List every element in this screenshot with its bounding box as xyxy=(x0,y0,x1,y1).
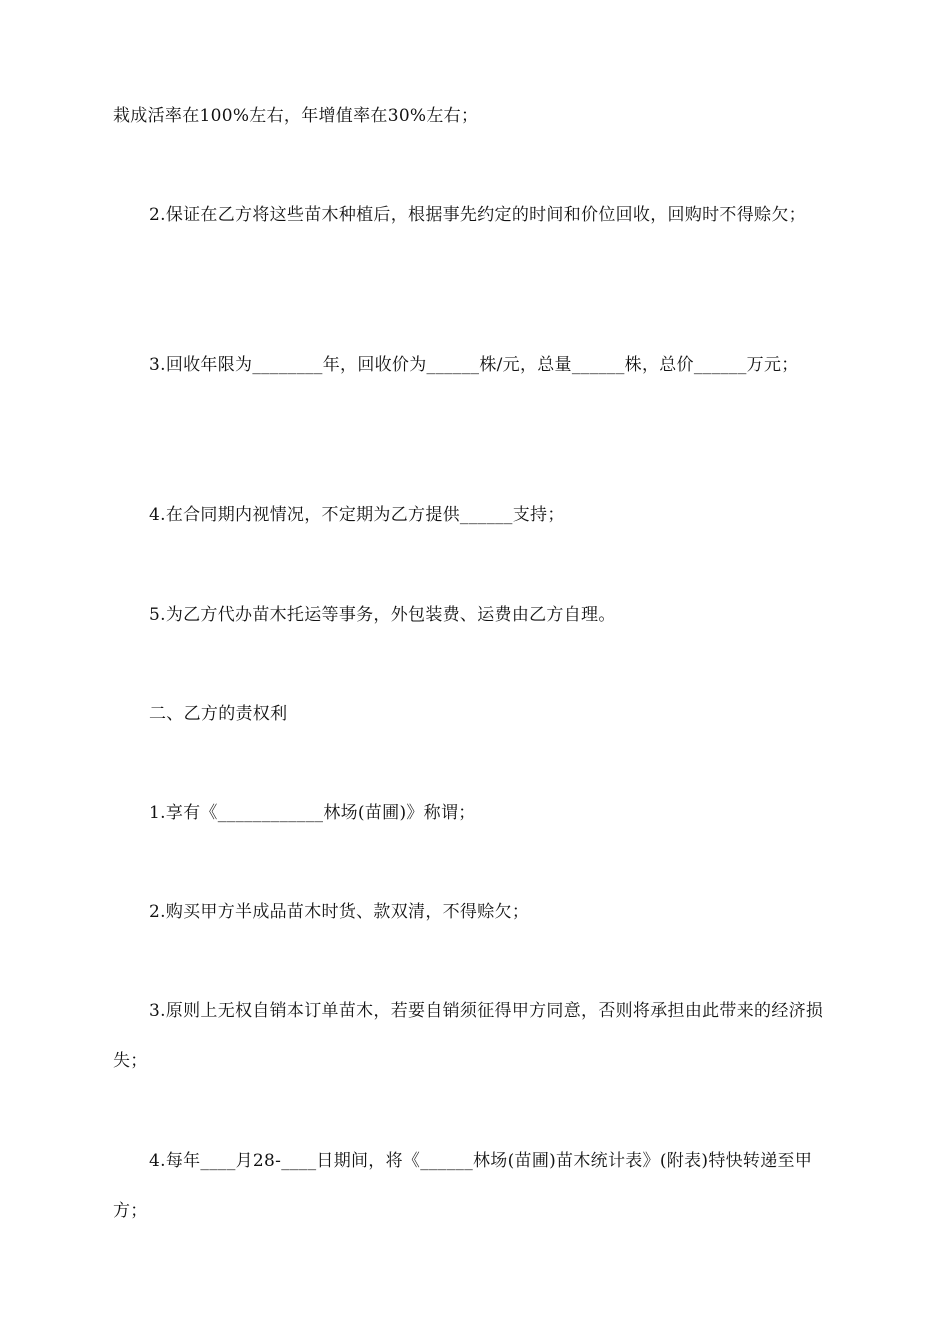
paragraph-no-self-sale: 3.原则上无权自销本订单苗木，若要自销须征得甲方同意，否则将承担由此带来的经济损失； xyxy=(113,1001,824,1071)
paragraph-buyback-guarantee: 2.保证在乙方将这些苗木种植后，根据事先约定的时间和价位回收，回购时不得赊欠； xyxy=(149,205,806,225)
paragraph-survival-rate: 栽成活率在100%左右，年增值率在30%左右； xyxy=(113,106,479,126)
section-heading-party-b: 二、乙方的责权利 xyxy=(149,704,288,724)
paragraph-title-right: 1.享有《____________林场(苗圃)》称谓； xyxy=(149,803,476,823)
paragraph-support: 4.在合同期内视情况，不定期为乙方提供______支持； xyxy=(149,505,565,525)
paragraph-shipping: 5.为乙方代办苗木托运等事务，外包装费、运费由乙方自理。 xyxy=(149,605,616,625)
paragraph-payment: 2.购买甲方半成品苗木时货、款双清，不得赊欠； xyxy=(149,902,530,922)
paragraph-buyback-terms: 3.回收年限为________年，回收价为______株/元，总量______株，总价______万元； xyxy=(149,355,799,375)
paragraph-statistics-report: 4.每年____月28-____日期间，将《______林场(苗圃)苗木统计表》(附表)特快转递至甲方； xyxy=(113,1151,813,1221)
